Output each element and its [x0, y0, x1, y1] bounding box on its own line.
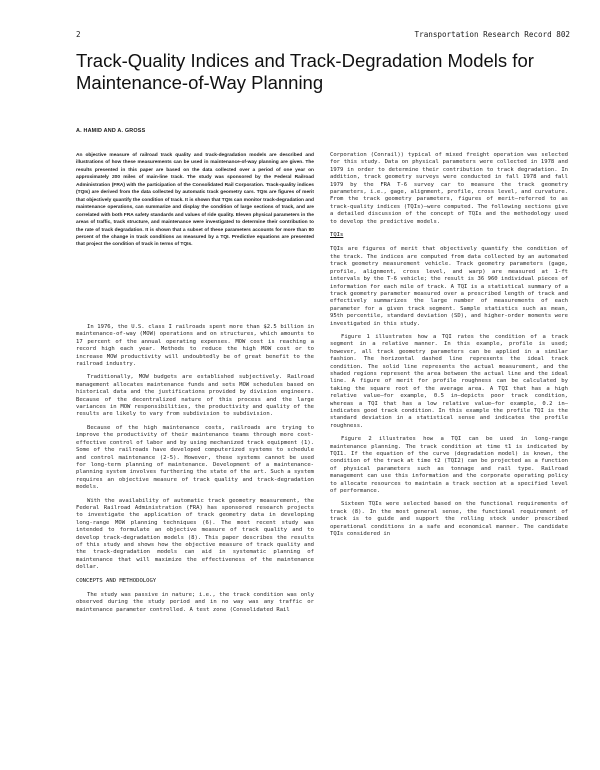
left-paragraph-4: With the availability of automatic track geometry measurement, the Federal Railroad Administration (FRA) has sponsored research projects to investigate the application of track geometry data in developing long-range MOW planning techniques (6). The most recent study was intended to formulate an objective measure of track quality and to develop track-degradation models (8). This paper describes the results of this study and shows how the objective measure of track quality and the track-degradation models can aid in systematic planning of maintenance that will maximize the effectiveness of the maintenance dollar. — [76, 497, 314, 571]
right-paragraph-continuation: Corporation (Conrail)) typical of mixed freight operation was selected for this study. Data on physical parameters were collected in 1978 and 1979 in order to determine their contribution to track degradation. In addition, track geometry surveys were conducted in fall 1978 and fall 1979 by the FRA T-6 survey car to measure the track geometry parameters, i.e., gage, alignment, profile, cross level, and curvature. From the track geometry parameters, figures of merit—referred to as track-quality indices (TQIs)—were computed. The following sections give a detailed discussion of the concept of TQIs and the methodology used to develop the predictive models. — [330, 152, 568, 225]
right-paragraph-4: Sixteen TQIs were selected based on the functional requirements of track (8). In the most general sense, the functional requirement of track is to guide and support the rolling stock under prescribed operational conditions in a safe and economical manner. The candidate TQIs considered in — [330, 501, 568, 538]
right-paragraph-3: Figure 2 illustrates how a TQI can be used in long-range maintenance planning. The track condition at time t1 is indicated by TQI1. If the equation of the curve (degradation model) is known, the condition of the track at time t2 (TQI2) can be projected as a function of physical parameters such as tonnage and rail type. Railroad management can use this information and the corporate operating policy to allocate resources to maintain a track section at a specified level of performance. — [330, 436, 568, 495]
paper-title — [76, 50, 546, 94]
left-column-body — [76, 324, 314, 620]
running-header — [76, 30, 574, 42]
right-paragraph-1: TQIs are figures of merit that objectively quantify the condition of the track. The indices are computed from data collected by an automated track geometry measurement vehicle. Track geometry parameters (gage, profile, alignment, cross level, and warp) are measured at 1-ft intervals by the T-6 vehicle; the result is 36 960 individual pieces of information for each mile of track. A TQI is a statistical summary of a track geometry parameter measured over a prescribed length of track and effectively summarizes the large number of measurements of each parameter for a given track segment. Sample statistics such as mean, 95th percentile, standard deviation (SD), and higher-order moments were investigated in this study. — [330, 246, 568, 327]
authors: A. HAMID AND A. GROSS — [76, 128, 146, 134]
section-heading-concepts: CONCEPTS AND METHODOLOGY — [76, 577, 157, 584]
abstract: An objective measure of railroad track quality and track-degradation models are described and illustrations of how these measurements can be used in maintenance-of-way planning are given. The results presented in this paper are based on the data collected over a period of one year on approximately 200 miles of main-line track. The study was sponsored by the Federal Railroad Administration (FRA) with the participation of the Consolidated Rail Corporation. Track-quality indices (TQIs) are derived from the data collected by automatic track geometry cars. TQIs are figures of merit that objectively quantify the condition of track. It is shown that TQIs can monitor track-degradation and maintenance operations, can summarize and display the condition of large sections of track, and are correlated with both FRA safety standards and values of ride quality. Eleven physical parameters in the areas of traffic, track structure, and maintenance were investigated to determine their contribution to the rate of track degradation. It is shown that a subset of these parameters accounts for more than 80 percent of the change in track conditions as measured by a TQI. Predictive equations are presented that project the condition of track in terms of TQIs. — [76, 153, 314, 248]
right-paragraph-2: Figure 1 illustrates how a TQI rates the condition of a track segment in a relative manner. In this example, profile is used; however, all track geometry parameters can be applied in a similar fashion. The horizontal dashed line represents the ideal track condition. The solid line represents the actual measurement, and the shaded regions represent the area between the actual line and the ideal line. A figure of merit for profile roughness can be calculated by taking the square root of the average area. A TQI that has a high relative value—for example, 0.5 in—depicts poor track condition, whereas a TQI that has a low relative value—for example, 0.2 in—indicates good track condition. In this example the profile TQI is the standard deviation in a statistical sense and indicates the profile roughness. — [330, 333, 568, 429]
left-paragraph-2: Traditionally, MOW budgets are established subjectively. Railroad management allocates maintenance funds and sets MOW schedules based on historical data and the justifications provided by division engineers. Because of the decentralized nature of this process and the large variances in MOW responsibilities, the productivity and quality of the results are likely to vary from subdivision to subdivision. — [76, 374, 314, 418]
section-heading-tqis: TQIs — [330, 232, 344, 239]
title-line-1: Track-Quality Indices and Track-Degradation Models for — [76, 50, 534, 71]
right-column-body — [330, 152, 568, 545]
title-line-2: Maintenance-of-Way Planning — [76, 72, 324, 93]
page-number: 2 — [76, 30, 81, 39]
left-paragraph-3: Because of the high maintenance costs, railroads are trying to improve the productivity of their maintenance teams through more cost-effective control of labor and by using mechanized track equipment (1). Some of the railroads have developed computerized systems to schedule and control maintenance (2-5). However, these systems cannot be used for long-term planning of maintenance. Development of a maintenance-planning system involves furthering the state of the art. Such a system requires an objective measure of track quality and track-degradation models. — [76, 424, 314, 491]
left-paragraph-1: In 1976, the U.S. class I railroads spent more than $2.5 billion in maintenance-of-way (MOW) operations and on structures, which amounts to 17 percent of the annual operating expenses. MOW cost is reaching a record high each year. Methods to reduce the high MOW cost or to increase MOW productivity will undoubtedly be of great benefit to the railroad industry. — [76, 324, 314, 368]
journal-name: Transportation Research Record 802 — [414, 30, 570, 39]
left-paragraph-5: The study was passive in nature; i.e., the track condition was only observed during the study period and in no way was any traffic or maintenance parameter controlled. A test zone (Consolidated Rail — [76, 592, 314, 613]
